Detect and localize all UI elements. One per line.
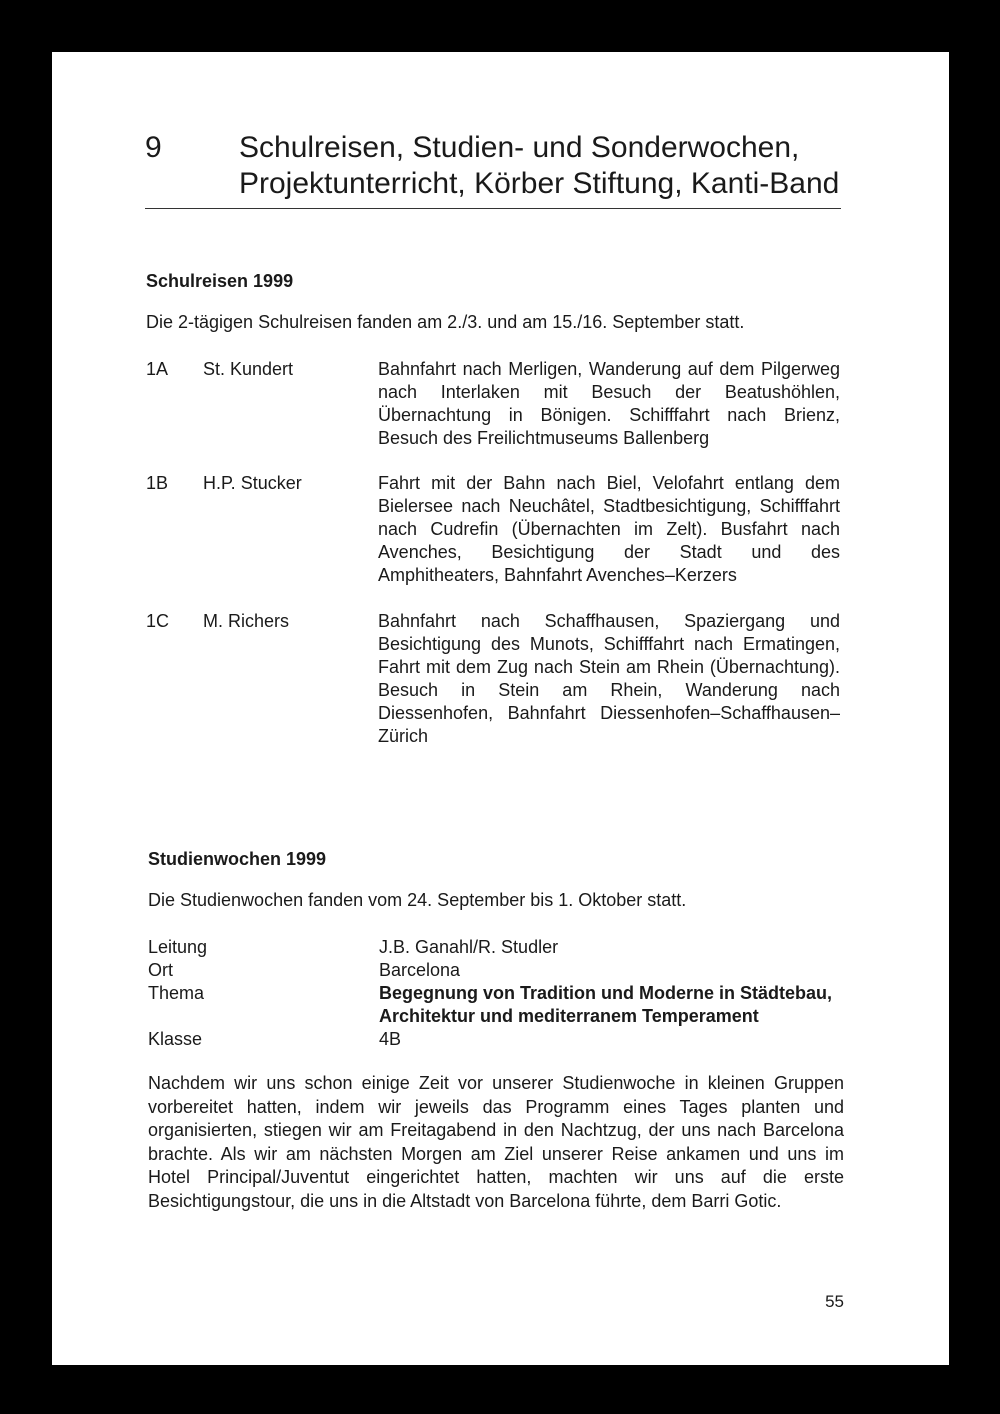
chapter-title-line-2: Projektunterricht, Körber Stiftung, Kanti-Band [239, 167, 840, 200]
schulreisen-intro: Die 2-tägigen Schulreisen fanden am 2./3. und am 15./16. September statt. [146, 312, 745, 332]
leitung-label: Leitung [148, 937, 208, 957]
klasse-label: Klasse [148, 1029, 203, 1049]
trip-class: 1A [146, 359, 169, 379]
document-page [52, 52, 949, 1365]
leitung-value: J.B. Ganahl/R. Studler [379, 937, 559, 957]
studienwochen-body: Nachdem wir uns schon einige Zeit vor unserer Studienwoche in kleinen Gruppen vorbereitet hatten, indem wir jeweils das Programm eines Tages planten und organisierten, stiegen wir am Freitagabend in den Nachtzug, der uns nach Barcelona brachte. Als wir am nächsten Morgen am Ziel unserer Reise ankamen und uns im Hotel Principal/Juventut eingerichtet hatten, machten wir uns auf die erste Besichtigungstour, die uns in die Altstadt von Barcelona führte, dem Barri Gotic. [148, 1073, 844, 1211]
page-number: 55 [825, 1292, 844, 1311]
ort-label: Ort [148, 960, 173, 980]
klasse-value: 4B [379, 1029, 402, 1049]
info-row-leitung [148, 936, 848, 959]
chapter-header [145, 130, 841, 209]
trip-description: Bahnfahrt nach Schaffhausen, Spaziergang und Besichtigung des Munots, Schifffahrt nach Ermatingen, Fahrt mit dem Zug nach Stein am Rhein (Übernachtung). Besuch in Stein am Rhein, Wanderung nach Diessenhofen, Bahnfahrt Diessenhofen–Schaffhausen–Zürich [378, 611, 840, 746]
thema-value: Begegnung von Tradition und Moderne in Städtebau, Architektur und mediterranem Temperament [379, 983, 832, 1026]
thema-label: Thema [148, 983, 205, 1003]
trip-description: Bahnfahrt nach Merligen, Wanderung auf dem Pilgerweg nach Interlaken mit Besuch der Beatushöhlen, Übernachtung in Bönigen. Schifffahrt nach Brienz, Besuch des Freilichtmuseums Ballenberg [378, 359, 840, 448]
schulreisen-heading: Schulreisen 1999 [146, 271, 294, 291]
trip-entry [146, 472, 846, 587]
studienwochen-heading: Studienwochen 1999 [148, 849, 327, 869]
trip-entry [146, 358, 846, 450]
info-row-thema [148, 982, 848, 1028]
studienwochen-intro: Die Studienwochen fanden vom 24. September bis 1. Oktober statt. [148, 890, 687, 910]
trip-description: Fahrt mit der Bahn nach Biel, Velofahrt entlang dem Bielersee nach Neuchâtel, Stadtbesichtigung, Schifffahrt nach Cudrefin (Übernachten im Zelt). Busfahrt nach Avenches, Besichtigung der Stadt und des Amphitheaters, Bahnfahrt Avenches–Kerzers [378, 473, 840, 585]
chapter-number: 9 [145, 131, 162, 164]
trip-teacher: M. Richers [203, 611, 290, 631]
ort-value: Barcelona [379, 960, 461, 980]
trip-teacher: St. Kundert [203, 359, 294, 379]
trip-teacher: H.P. Stucker [203, 473, 302, 493]
trip-class: 1C [146, 611, 170, 631]
info-row-klasse [148, 1028, 848, 1051]
info-row-ort [148, 959, 848, 982]
trip-entry [146, 610, 846, 748]
chapter-title-line-1: Schulreisen, Studien- und Sonderwochen, [239, 131, 800, 164]
studienwochen-info [148, 936, 848, 1051]
trip-class: 1B [146, 473, 169, 493]
chapter-title [239, 130, 841, 202]
